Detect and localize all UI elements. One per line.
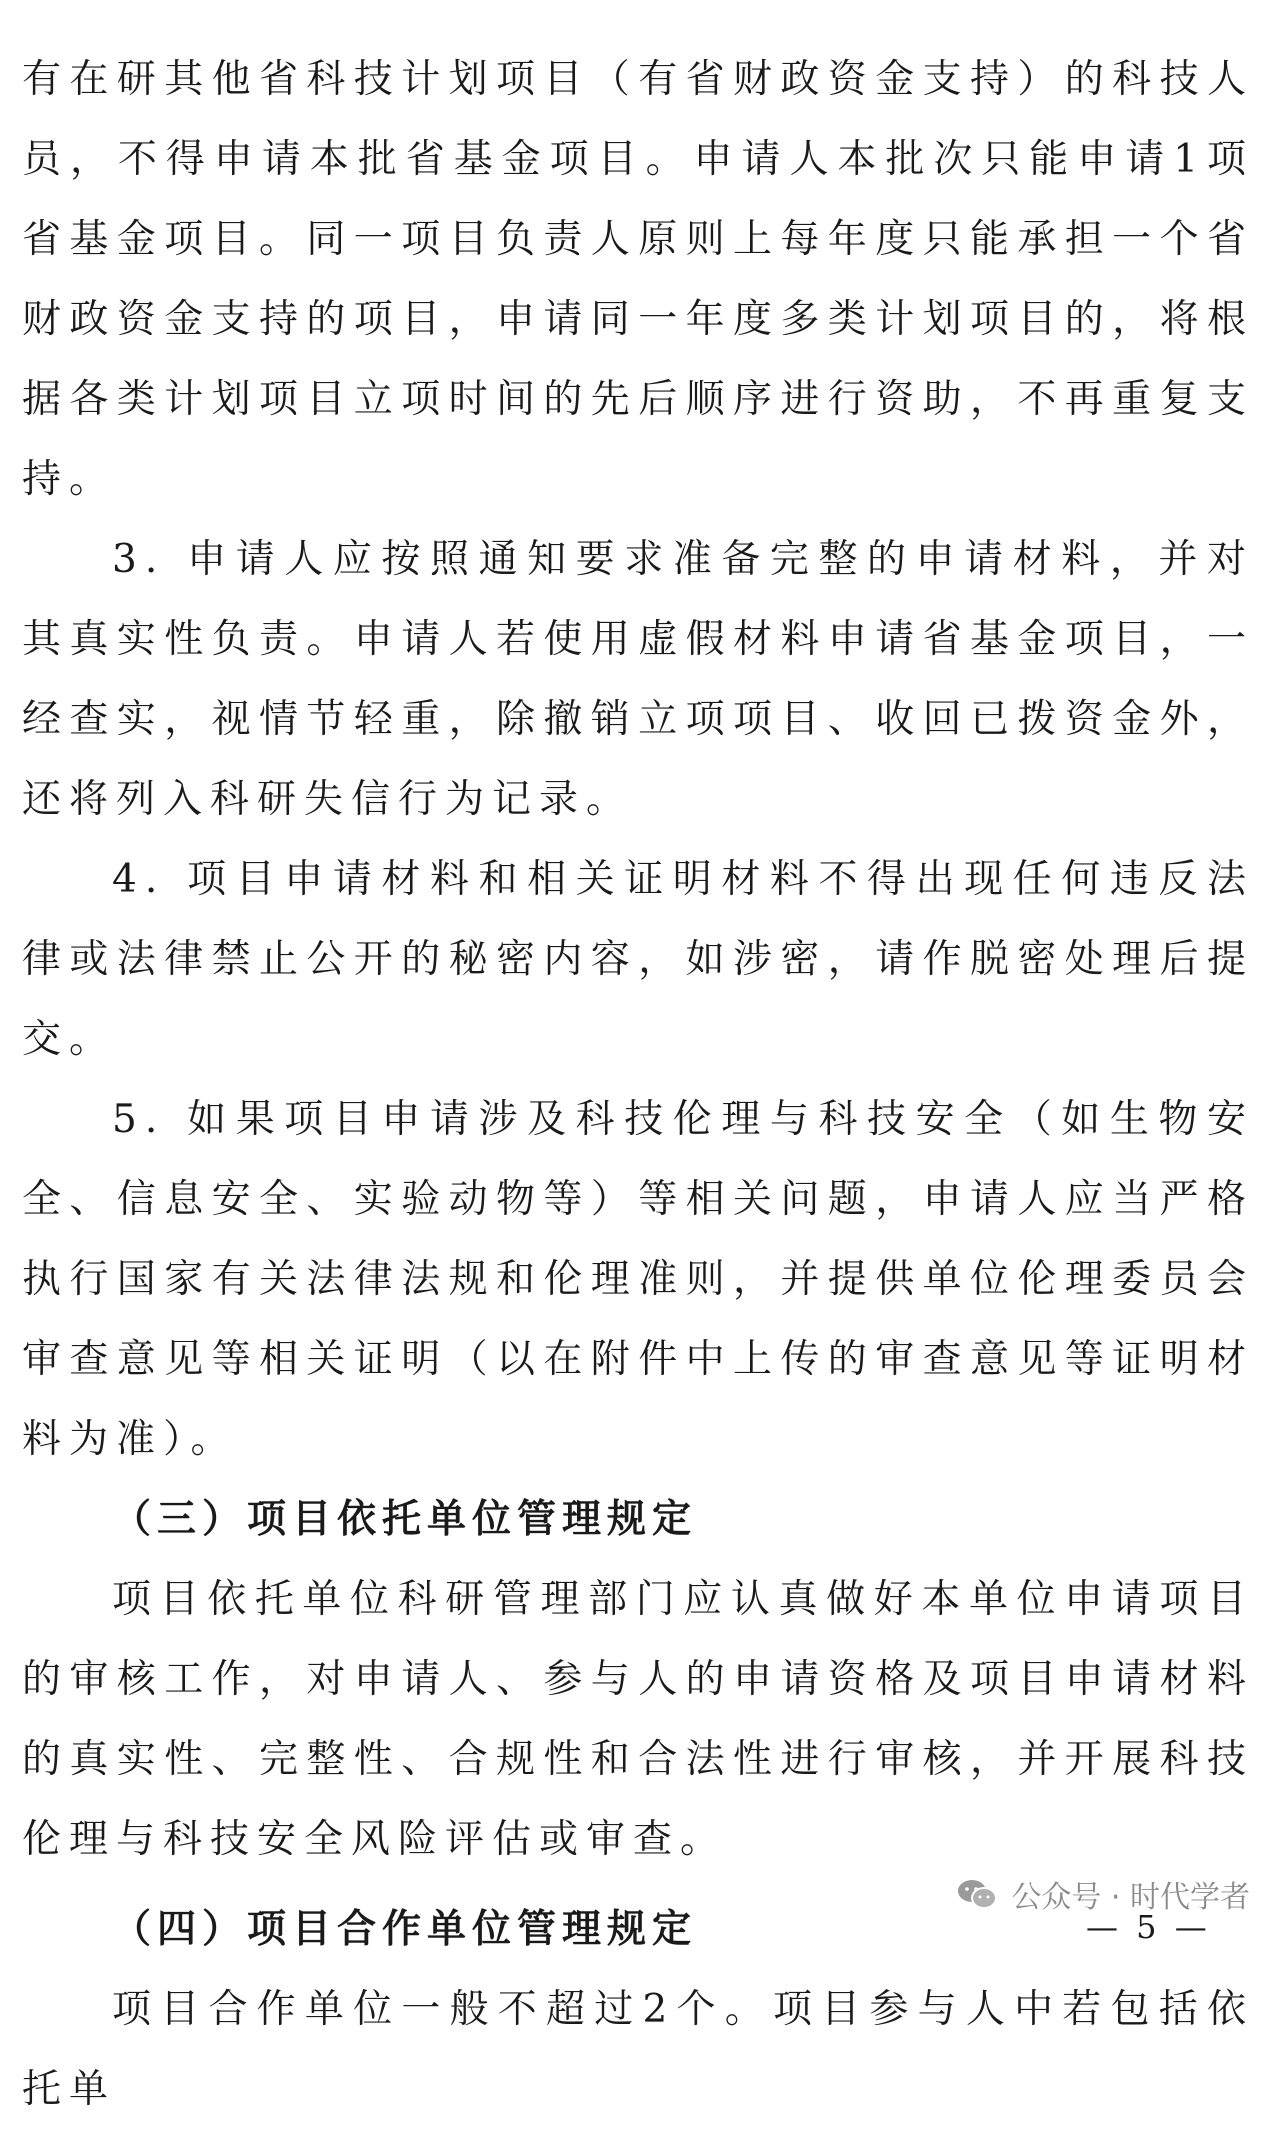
section-heading-4: （四）项目合作单位管理规定 xyxy=(112,1907,698,1952)
document-page xyxy=(22,40,1254,2130)
paragraph-host-unit: 项目依托单位科研管理部门应认真做好本单位申请项目的审核工作，对申请人、参与人的申请资格及项目申请材料的真实性、完整性、合规性和合法性进行审核，并开展科技伦理与科技安全风险评估或审查。 xyxy=(22,1577,1254,1862)
paragraph-item-4: 4. 项目申请材料和相关证明材料不得出现任何违反法律或法律禁止公开的秘密内容，如涉密，请作脱密处理后提交。 xyxy=(22,857,1254,1062)
wechat-icon xyxy=(957,1878,997,1910)
paragraph-item-5: 5. 如果项目申请涉及科技伦理与科技安全（如生物安全、信息安全、实验动物等）等相关问题，申请人应当严格执行国家有关法律法规和伦理准则，并提供单位伦理委员会审查意见等相关证明（以在附件中上传的审查意见等证明材料为准）。 xyxy=(22,1097,1254,1462)
paragraph-item-3: 3. 申请人应按照通知要求准备完整的申请材料，并对其真实性负责。申请人若使用虚假材料申请省基金项目，一经查实，视情节轻重，除撤销立项项目、收回已拨资金外，还将列入科研失信行为记录。 xyxy=(22,537,1254,822)
watermark-text: 公众号 · 时代学者 xyxy=(1011,1880,1250,1915)
paragraph-eligibility: 有在研其他省科技计划项目（有省财政资金支持）的科技人员，不得申请本批省基金项目。申请人本批次只能申请1项省基金项目。同一项目负责人原则上每年度只能承担一个省财政资金支持的项目，申请同一年度多类计划项目的，将根据各类计划项目立项时间的先后顺序进行资助，不再重复支持。 xyxy=(22,57,1254,502)
paragraph-partner-unit: 项目合作单位一般不超过2个。项目参与人中若包括依托单 xyxy=(22,1987,1254,2112)
section-heading-3: （三）项目依托单位管理规定 xyxy=(112,1497,698,1542)
page-number: — 5 — xyxy=(1086,1908,1211,1946)
